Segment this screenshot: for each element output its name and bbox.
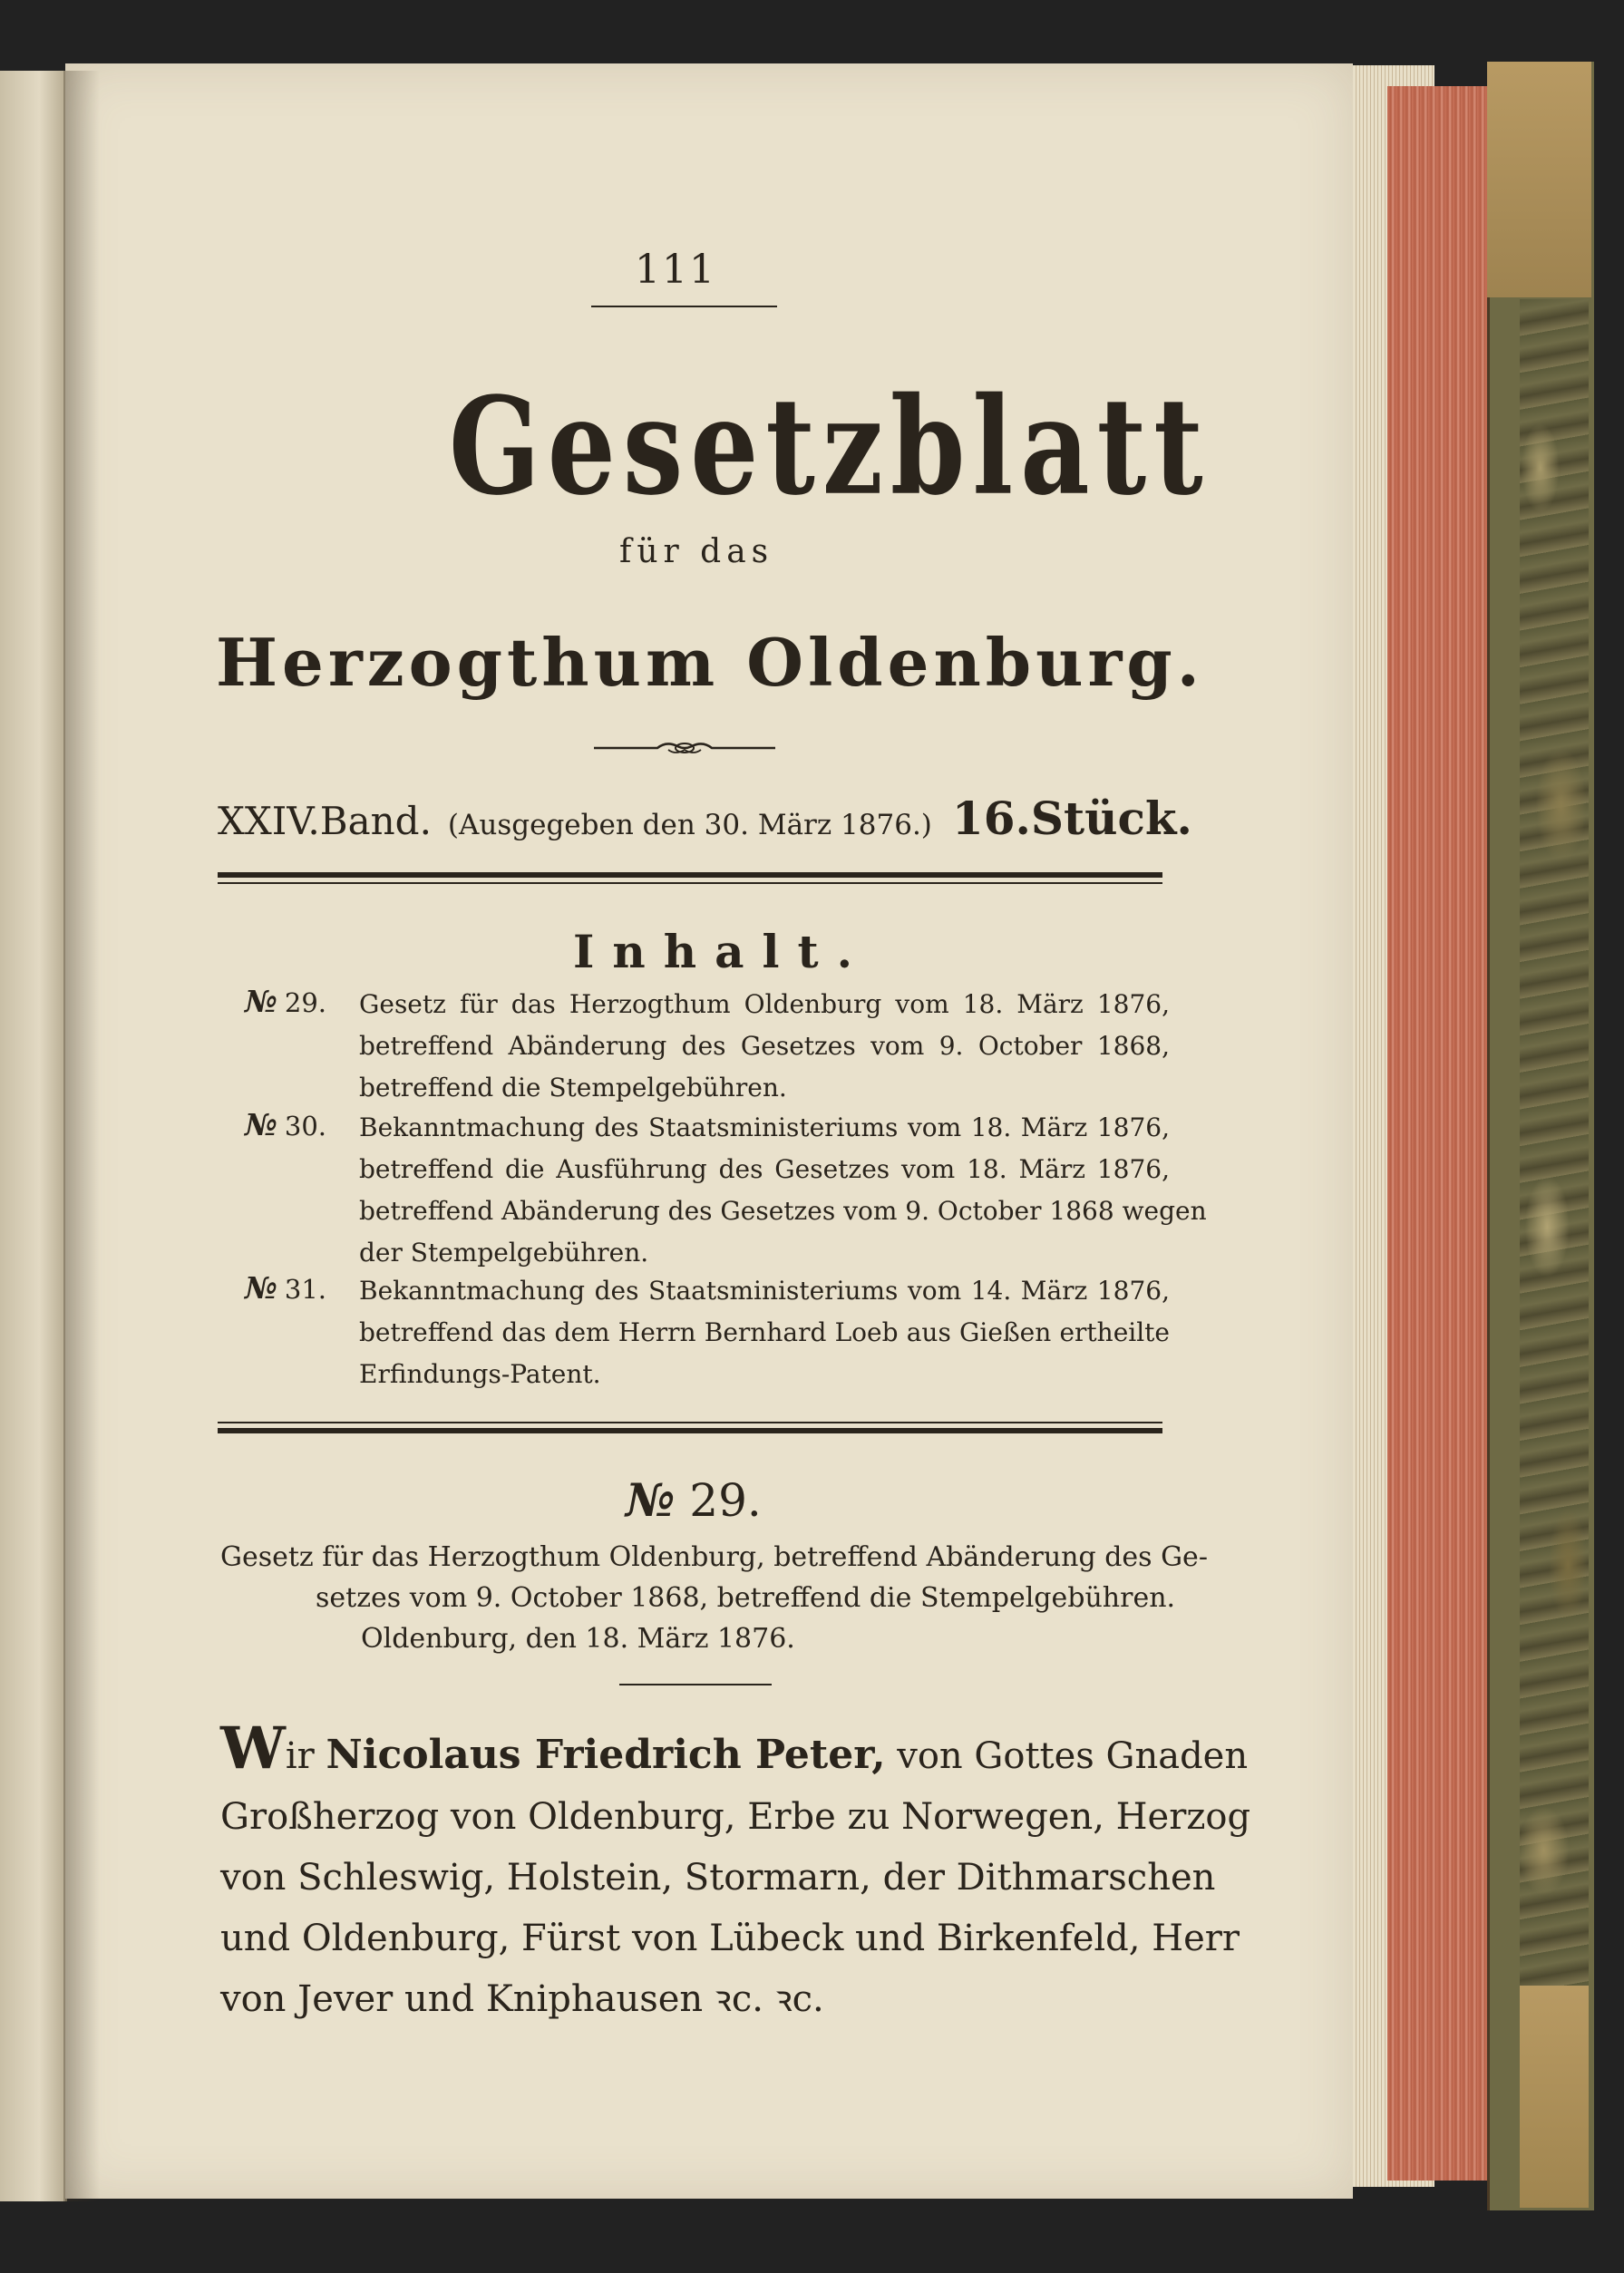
contents-top-rule — [218, 872, 1162, 884]
issue-line — [218, 792, 1192, 845]
masthead-duchy: Herzogthum Oldenburg. — [216, 624, 1204, 701]
masthead-title: Gesetzblatt — [449, 367, 1211, 525]
contents-bottom-rule — [218, 1417, 1162, 1433]
entry-number: 29. — [284, 987, 326, 1018]
spine-shadow — [63, 71, 100, 2201]
law-title-line: Gesetz für das Herzogthum Oldenburg, betreffend Abänderung des Ge- — [220, 1541, 1208, 1573]
cover-leather-bottom — [1520, 1986, 1589, 2208]
body-line: und Oldenburg, Fürst von Lübeck und Birkenfeld, Herr — [220, 1918, 1240, 1959]
law-separator-rule — [619, 1684, 772, 1685]
masthead-for-the: für das — [619, 533, 774, 570]
law-number — [626, 1473, 762, 1527]
body-line: von Schleswig, Holstein, Stormarn, der Dithmarschen — [220, 1857, 1216, 1899]
ornament-flourish — [594, 737, 775, 759]
law-number-value: 29. — [689, 1474, 762, 1527]
law-date-line: Oldenburg, den 18. März 1876. — [361, 1623, 795, 1655]
entry-symbol: № — [245, 984, 277, 1019]
law-title — [220, 1537, 1208, 1659]
cover-leather-top — [1487, 62, 1591, 297]
volume: XXIV.Band. — [218, 799, 432, 843]
entry-line: Bekanntmachung des Staatsministeriums vom 18. März 1876, — [359, 1112, 1170, 1142]
entry-symbol: № — [245, 1107, 277, 1142]
law-title-line: setzes vom 9. October 1868, betreffend die Stempelgebühren. — [316, 1582, 1176, 1614]
body-line: Wir Nicolaus Friedrich Peter, von Gottes Gnaden — [220, 1714, 1249, 1782]
issue-part: 16.Stück. — [951, 792, 1192, 845]
page-number: 111 — [635, 247, 716, 293]
red-page-edges — [1387, 86, 1490, 2181]
entry-line: betreffend die Stempelgebühren. — [359, 1073, 787, 1103]
entry-line: betreffend Abänderung des Gesetzes vom 9. October 1868, — [359, 1031, 1170, 1061]
contents-entry — [245, 1270, 1170, 1395]
contents-heading: Inhalt. — [573, 925, 870, 978]
entry-line: Gesetz für das Herzogthum Oldenburg vom 18. März 1876, — [359, 989, 1170, 1019]
sovereign-names: Nicolaus Friedrich Peter, — [326, 1732, 886, 1778]
entry-line: der Stempelgebühren. — [359, 1238, 649, 1268]
contents-entry — [245, 984, 1170, 1109]
entry-line: Bekanntmachung des Staatsministeriums vom 14. März 1876, — [359, 1276, 1170, 1306]
marbled-cover — [1520, 299, 1589, 1986]
page-number-rule — [591, 306, 777, 307]
entry-number: 30. — [284, 1111, 326, 1141]
entry-number: 31. — [284, 1274, 326, 1305]
body-line: Großherzog von Oldenburg, Erbe zu Norwegen, Herzog — [220, 1796, 1251, 1838]
issue-date: (Ausgegeben den 30. März 1876.) — [447, 809, 932, 841]
entry-symbol: № — [245, 1270, 277, 1306]
law-body — [220, 1714, 1251, 2030]
entry-line: betreffend Abänderung des Gesetzes vom 9. October 1868 wegen — [359, 1196, 1207, 1226]
body-line: von Jever und Kniphausen ꝛc. ꝛc. — [220, 1978, 824, 2020]
law-symbol: № — [626, 1473, 676, 1527]
drop-initial: W — [220, 1714, 286, 1782]
left-page-edge — [0, 71, 67, 2201]
contents-entry — [245, 1107, 1207, 1274]
entry-line: Erfindungs-Patent. — [359, 1359, 601, 1389]
entry-line: betreffend das dem Herrn Bernhard Loeb aus Gießen ertheilte — [359, 1317, 1170, 1347]
entry-line: betreffend die Ausführung des Gesetzes vom 18. März 1876, — [359, 1154, 1170, 1184]
